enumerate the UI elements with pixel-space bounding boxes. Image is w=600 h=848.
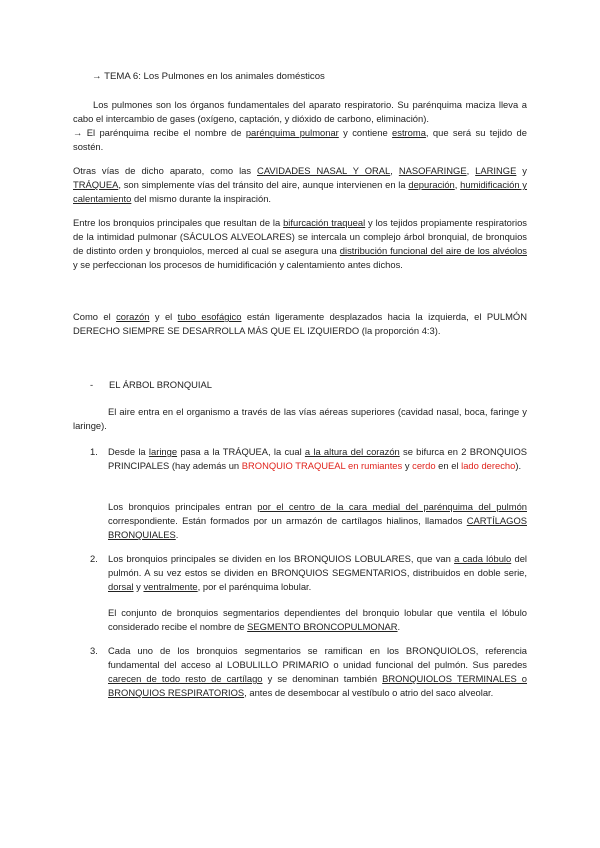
- list-item-2: [108, 552, 527, 594]
- text-run: .: [175, 529, 179, 540]
- list-number: 1.: [90, 446, 98, 457]
- underlined-term: corazón: [116, 311, 150, 322]
- text-run: del mismo durante la inspiración.: [131, 193, 272, 204]
- list-number: 2.: [90, 553, 98, 564]
- text-run: y se denominan también: [262, 673, 383, 684]
- underlined-term: estroma: [392, 127, 426, 138]
- underlined-term: SEGMENTO BRONCOPULMONAR: [247, 621, 398, 632]
- underlined-term: humidificación y calentamiento: [73, 179, 527, 204]
- text-run: .: [397, 621, 401, 632]
- text-run: del pulmón. A su vez estos se dividen en BRONQUIOS SEGMENTARIOS, distribuidos en doble serie,: [108, 553, 528, 578]
- bronquios-intro-paragraph: [73, 216, 527, 272]
- highlighted-term: BRONQUIO TRAQUEAL en rumiantes: [241, 460, 403, 471]
- underlined-term: TRÁQUEA: [73, 179, 119, 190]
- list-number: 3.: [90, 645, 98, 656]
- text-run: y: [402, 460, 413, 471]
- underlined-term: por el centro de la cara medial del parénquima del pulmón: [257, 501, 528, 512]
- text-run: están ligeramente desplazados hacia la izquierda, el PULMÓN DERECHO SIEMPRE SE DESARROLLA MÁS QUE EL IZQUIERDO (la proporción 4:3).: [73, 311, 527, 336]
- list-item-1: [108, 445, 527, 473]
- text-run: y los tejidos propiamente respiratorios de la intimidad pulmonar (SÁCULOS ALVEOLARES) se intercala un complejo árbol bronquial, de bronquios de distinto orden y bronquiolos, merced al cual se asegura una: [73, 217, 527, 256]
- underlined-term: tubo esofágico: [177, 311, 242, 322]
- underlined-term: a la altura del corazón: [304, 446, 400, 457]
- underlined-term: bifurcación traqueal: [283, 217, 366, 228]
- underlined-term: depuración: [408, 179, 455, 190]
- underlined-term: parénquima pulmonar: [245, 127, 339, 138]
- text-run: ,: [466, 165, 476, 176]
- text-run: , son simplemente vías del tránsito del aire, aunque intervienen en la: [118, 179, 409, 190]
- text-run: Como el: [73, 311, 117, 322]
- underlined-term: carecen de todo resto de cartílago: [108, 673, 263, 684]
- text-run: Los bronquios principales se dividen en los BRONQUIOS LOBULARES, que van: [108, 553, 455, 564]
- list-item-2-detail: [108, 606, 527, 634]
- underlined-term: NASOFARINGE: [398, 165, 467, 176]
- underlined-term: a cada lóbulo: [454, 553, 512, 564]
- vias-paragraph: [73, 164, 527, 206]
- text-run: Otras vías de dicho aparato, como las: [73, 165, 258, 176]
- text-run: y el: [149, 311, 178, 322]
- section-heading: EL ÁRBOL BRONQUIAL: [109, 379, 212, 390]
- text-run: Los bronquios principales entran: [108, 501, 258, 512]
- text-run: y se perfeccionan los procesos de humidificación y calentamiento antes dichos.: [73, 259, 403, 270]
- underlined-term: ventralmente: [143, 581, 198, 592]
- text-run: ,: [390, 165, 399, 176]
- underlined-term: CARTÍLAGOS BRONQUIALES: [108, 515, 527, 540]
- aire-paragraph: El aire entra en el organismo a través de las vías aéreas superiores (cavidad nasal, boca, faringe y laringe).: [73, 406, 527, 431]
- underlined-term: dorsal: [108, 581, 134, 592]
- underlined-term: laringe: [148, 446, 178, 457]
- parenquima-paragraph: [73, 126, 527, 154]
- text-run: pasa a la TRÁQUEA, la cual: [177, 446, 305, 457]
- underlined-term: CAVIDADES NASAL Y ORAL: [257, 165, 391, 176]
- underlined-term: BRONQUIOLOS TERMINALES o BRONQUIOS RESPIRATORIOS: [108, 673, 528, 698]
- text-run: y: [133, 581, 144, 592]
- section-bullet: -: [90, 379, 94, 390]
- highlighted-term: cerdo: [412, 460, 436, 471]
- text-run: y contiene: [338, 127, 393, 138]
- text-run: → El parénquima recibe el nombre de: [73, 127, 246, 138]
- text-run: El conjunto de bronquios segmentarios dependientes del bronquio lobular que ventila el lóbulo considerado recibe el nombre de: [108, 607, 527, 632]
- intro-paragraph: Los pulmones son los órganos fundamentales del aparato respiratorio. Su parénquima maciza lleva a cabo el intercambio de gases (oxígeno, captación, y dióxido de carbono, eliminación).: [73, 99, 527, 124]
- page-title: → TEMA 6: Los Pulmones en los animales domésticos: [92, 71, 325, 82]
- text-run: , antes de desembocar al vestíbulo o atrio del saco alveolar.: [244, 687, 494, 698]
- text-run: y: [516, 165, 527, 176]
- underlined-term: distribución funcional del aire de los alvéolos: [339, 245, 527, 256]
- corazon-paragraph: [73, 310, 527, 338]
- text-run: Cada uno de los bronquios segmentarios se ramifican en los BRONQUIOLOS, referencia fundamental del acceso al LOBULILLO PRIMARIO o unidad funcional del pulmón. Sus paredes: [108, 645, 527, 670]
- text-run: correspondiente. Están formados por un armazón de cartílagos hialinos, llamados: [108, 515, 467, 526]
- text-run: , que será su tejido de sostén.: [73, 127, 527, 152]
- highlighted-term: lado derecho: [461, 460, 516, 471]
- text-run: Desde la: [108, 446, 149, 457]
- text-run: ).: [515, 460, 522, 471]
- text-run: Entre los bronquios principales que resultan de la: [73, 217, 284, 228]
- underlined-term: LARINGE: [475, 165, 517, 176]
- text-run: se bifurca en 2 BRONQUIOS PRINCIPALES (hay además un: [108, 446, 528, 471]
- list-item-3: [108, 644, 527, 700]
- list-item-1-detail: [108, 500, 527, 542]
- text-run: , por el parénquima lobular.: [197, 581, 312, 592]
- text-run: ,: [454, 179, 461, 190]
- text-run: en el: [435, 460, 462, 471]
